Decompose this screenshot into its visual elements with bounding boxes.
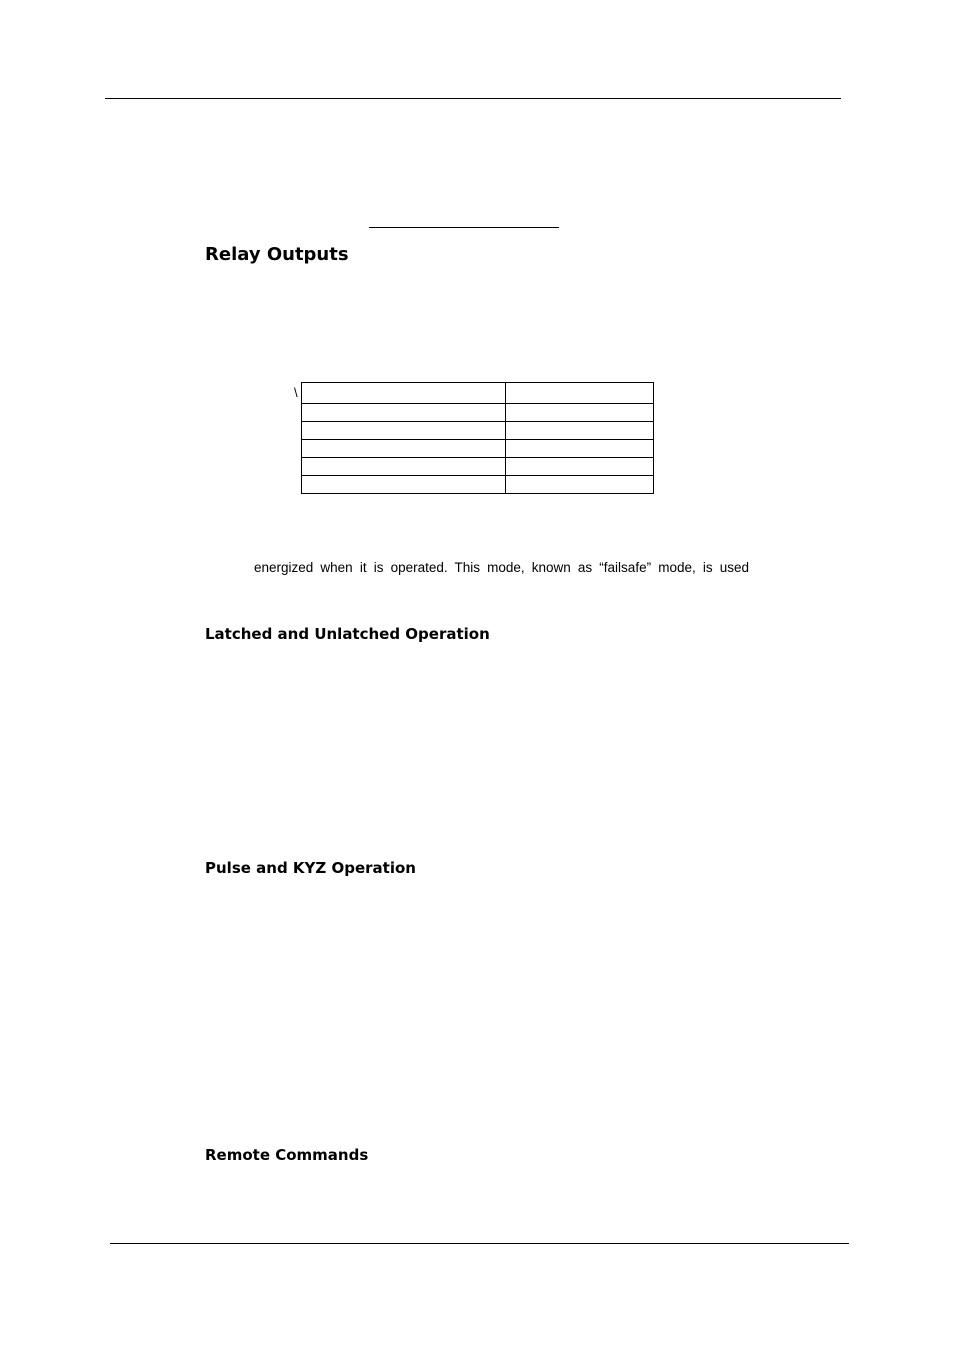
table-cell	[302, 383, 506, 404]
table-cell	[302, 458, 506, 476]
table-cell	[302, 476, 506, 494]
table-cell	[506, 404, 654, 422]
table-cell	[302, 422, 506, 440]
table-row	[302, 440, 654, 458]
table-row	[302, 383, 654, 404]
table-cell	[506, 476, 654, 494]
subsection-title-remote: Remote Commands	[205, 1146, 369, 1164]
table-cell	[302, 440, 506, 458]
table-cell	[506, 458, 654, 476]
table-cell	[506, 422, 654, 440]
table-row	[302, 404, 654, 422]
subsection-title-latched: Latched and Unlatched Operation	[205, 625, 490, 643]
header-rule	[105, 98, 841, 99]
table-row	[302, 458, 654, 476]
table-row	[302, 422, 654, 440]
section-title: Relay Outputs	[205, 244, 349, 265]
footer-rule	[110, 1243, 849, 1244]
table-cell	[302, 404, 506, 422]
failsafe-paragraph: energized when it is operated. This mode, known as “failsafe” mode, is used	[254, 560, 749, 575]
table-prefix-mark: \	[294, 385, 298, 400]
table-cell	[506, 383, 654, 404]
table-cell	[506, 440, 654, 458]
section-divider-rule	[369, 227, 559, 228]
relay-table	[301, 382, 654, 494]
subsection-title-pulse: Pulse and KYZ Operation	[205, 859, 416, 877]
table-row	[302, 476, 654, 494]
